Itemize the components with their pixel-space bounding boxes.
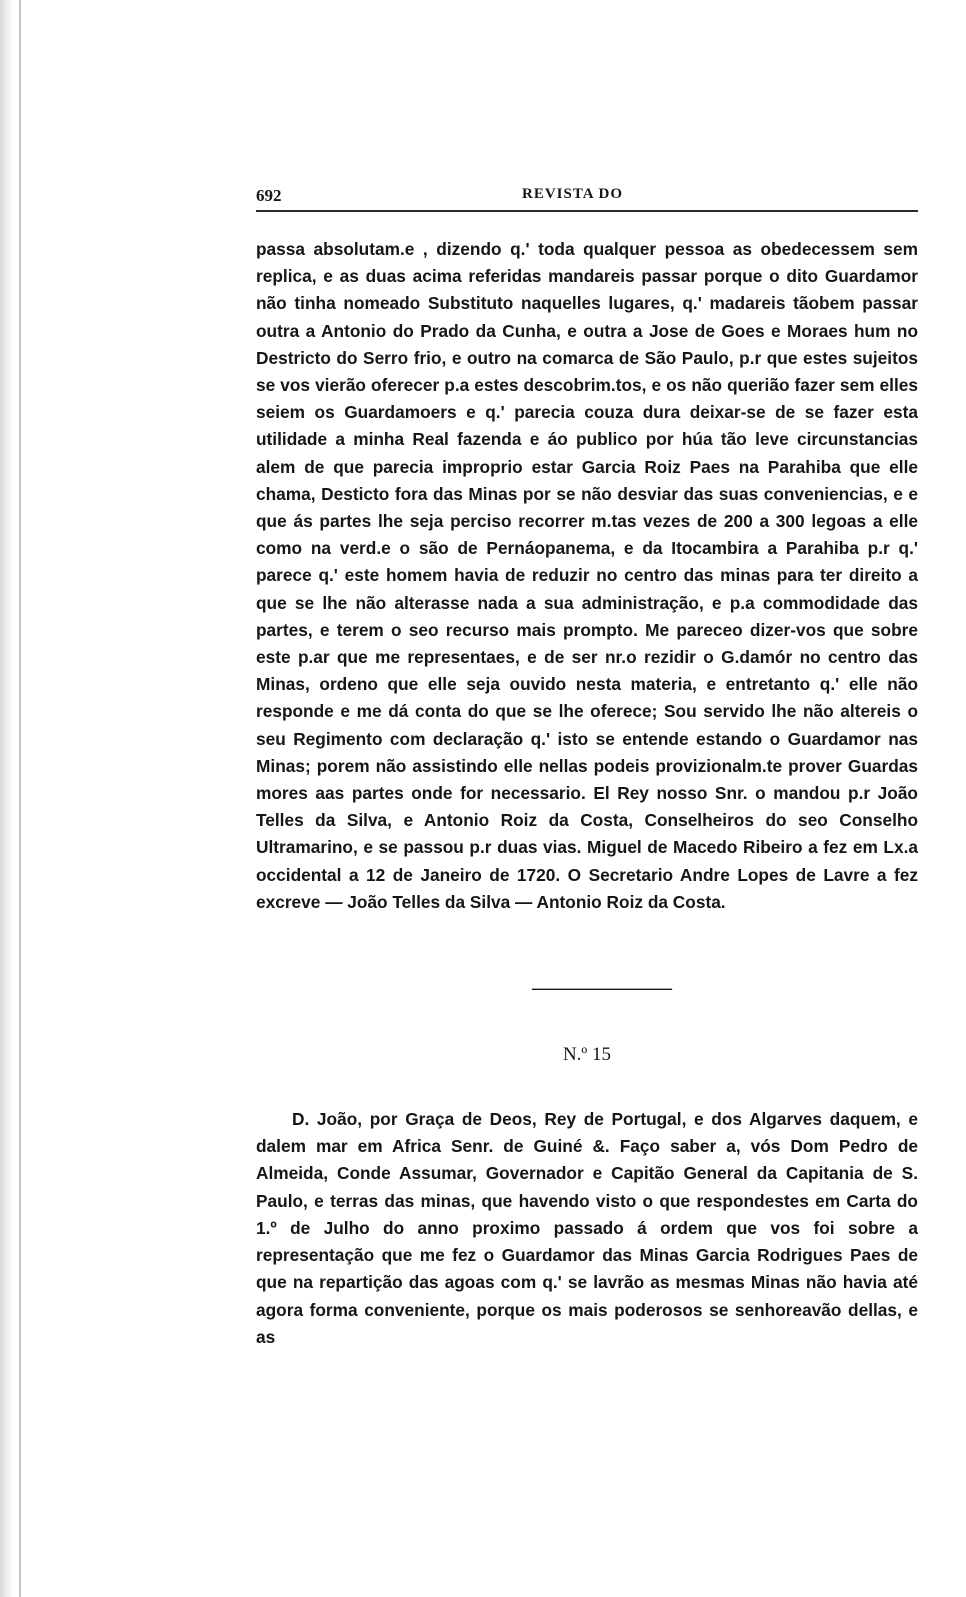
page-binding-edge [0,0,14,1597]
page-number: 692 [256,186,282,205]
page-binding-line [19,0,21,1597]
header-rule [256,210,918,212]
second-document-paragraph: D. João, por Graça de Deos, Rey de Portugal, e dos Algarves daquem, e dalem mar em Africa Senr. de Guiné &. Faço saber a, vós Dom Pedro de Almeida, Conde Assumar, Governador e Capitão General da Capitania de S. Paulo, e terras das minas, que havendo visto o que respondestes em Carta do 1.º de Julho do anno proximo passado á ordem que vos foi sobre a representação que me fez o Guardamor das Minas Garcia Rodrigues Paes de que na repartição das agoas com q.' se lavrão as mesmas Minas não havia até agora forma conveniente, porque os mais poderosos se senhoreavão dellas, e as [256,1109,918,1347]
book-page [256,180,918,1351]
first-document-text [256,236,918,916]
second-document-text [256,1106,918,1351]
document-number: N.º 15 [562,1044,612,1066]
first-document-paragraph: passa absolutam.e , dizendo q.' toda qualquer pessoa as obedecessem sem replica, e as duas acima referidas mandareis passar porque o dito Guardamor não tinha nomeado Substituto naquelles lugares, q.' madareis tãobem passar outra a Antonio do Prado da Cunha, e outra a Jose de Goes e Moraes hum no Destricto do Serro frio, e outro na comarca de São Paulo, p.r que estes sujeitos se vos vierão oferecer p.a estes descobrim.tos, e os não querião fazer sem elles seiem os Guardamoers e q.' parecia couza dura deixar-se de se fazer esta utilidade a minha Real fazenda e áo publico por húa tão leve circunstancias alem de que parecia improprio estar Garcia Roiz Paes na Parahiba que elle chama, Desticto fora das Minas por se não desviar das suas conveniencias, e e que ás partes lhe seja perciso recorrer m.tas vezes de 200 a 300 legoas a elle como na verd.e o são de Pernáopanema, e da Itocambira a Parahiba p.r q.' parece q.' este homem havia de reduzir no centro das minas para ter direito a que se lhe não alterasse nada a sua administração, e p.a commodidade das partes, e terem o seo recurso mais prompto. Me pareceo dizer-vos que sobre este p.ar que me representaes, e de ser nr.o rezidir o G.damór no centro das Minas, ordeno que elle seja ouvido nesta materia, e entretanto q.' elle não responde e me dá conta do que se lhe oferece; Sou servido lhe não altereis o seu Regimento com declaração q.' isto se entende estando o Guardamor nas Minas; porem não assistindo elle nellas podeis provizionalm.te prover Guardas mores aas partes onde for necessario. El Rey nosso Snr. o mandou p.r João Telles da Silva, e Antonio Roiz da Costa, Conselheiros do seo Conselho Ultramarino, e se passou p.r duas vias. Miguel de Macedo Ribeiro a fez em Lx.a occidental a 12 de Janeiro de 1720. O Secretario Andre Lopes de Lavre a fez excreve — João Telles da Silva — Antonio Roiz da Costa. [256,239,918,912]
page-header [256,180,918,214]
section-separator: ——————— [532,977,672,1000]
running-head: REVISTA DO [522,186,623,202]
